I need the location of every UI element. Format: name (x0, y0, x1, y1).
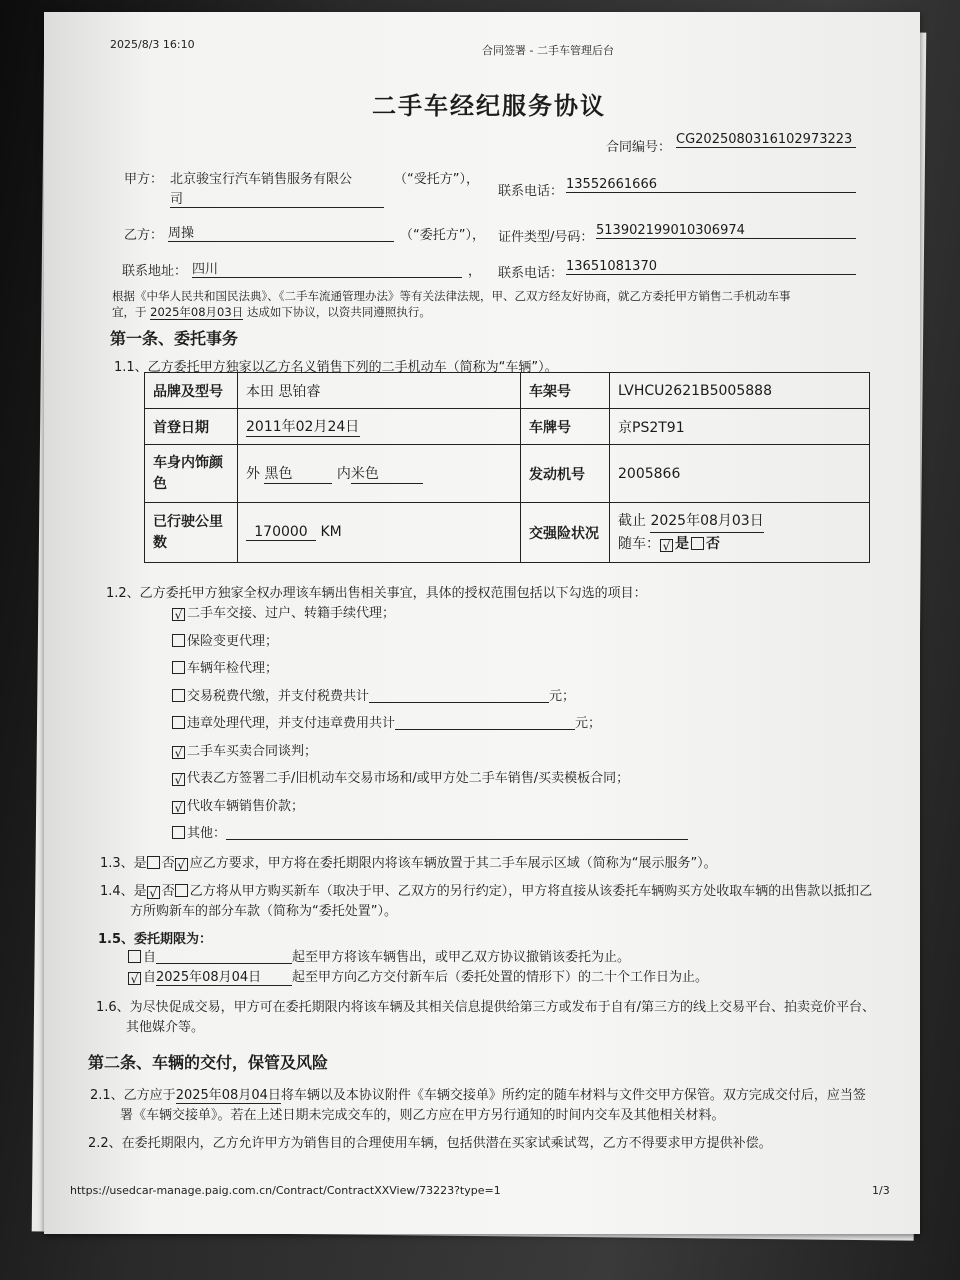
clause-1-3-text: 应乙方要求，甲方将在委托期限内将该车辆放置于其二手车展示区域（简称为“展示服务”）。 (189, 856, 717, 871)
mileage-label: 已行驶公里数 (145, 503, 238, 563)
clause-2-1-line1 (90, 1084, 866, 1103)
preamble-prefix: 宜，于 (112, 305, 147, 319)
checkbox-checked-icon: √ (660, 539, 673, 552)
item-label: 违章处理代理，并支付违章费用共计 (187, 716, 396, 731)
clause-2-2: 2.2、在委托期限内，乙方允许甲方为销售目的合理使用车辆，包括供潜在买家试乘试驾，乙方不得要求甲方提供补偿。 (88, 1136, 772, 1151)
address-comma: ， (468, 264, 482, 279)
list-item (172, 793, 688, 821)
tax-amount-blank (369, 688, 549, 703)
print-window-title: 合同签署 - 二手车管理后台 (482, 44, 614, 57)
vehicle-table (144, 372, 870, 563)
preamble-line2 (112, 304, 431, 320)
no-label: 否 (161, 884, 175, 899)
page-title: 二手车经纪服务协议 (372, 92, 606, 120)
list-item (172, 738, 688, 766)
term-option-1 (128, 946, 630, 965)
list-item (172, 655, 688, 683)
clause-1-3 (100, 852, 717, 871)
list-item (172, 683, 688, 711)
contract-no-label: 合同编号： (606, 140, 672, 155)
interior-prefix: 内 (336, 466, 351, 482)
party-a-phone: 13552661666 (566, 177, 856, 193)
no-label: 否 (161, 856, 175, 871)
violation-amount-blank (395, 715, 575, 730)
item-label: 车辆年检代理； (187, 661, 279, 676)
vin-value: LVHCU2621B5005888 (610, 373, 870, 409)
reg-date-cell (238, 409, 521, 445)
checkbox-icon: √ (172, 608, 185, 621)
yes-label: 是 (675, 536, 689, 552)
checkbox-icon (172, 634, 185, 647)
party-a-name-line1: 北京骏宝行汽车销售服务有限公 (170, 172, 353, 187)
clause-1-6-line2: 其他媒介等。 (126, 1020, 205, 1035)
list-item (172, 710, 688, 738)
item-label: 二手车交接、过户、转籍手续代理； (187, 606, 396, 621)
brand-value: 本田 思铂睿 (238, 373, 521, 409)
party-a-phone-label: 联系电话： (498, 184, 564, 199)
option-1-text: 起至甲方将该车辆售出，或甲乙双方协议撤销该委托为止。 (292, 950, 631, 965)
party-b-address-label: 联系地址： (122, 264, 188, 279)
checkbox-icon (172, 661, 185, 674)
party-b-label: 乙方： (124, 228, 164, 243)
clause-1-1: 1.1、乙方委托甲方独家以乙方名义销售下列的二手机动车（简称为“车辆”）。 (114, 360, 558, 375)
handover-date: 2025年08月04日 (175, 1088, 281, 1103)
agreement-date: 2025年08月03日 (150, 305, 244, 319)
insurance-expiry (618, 510, 861, 533)
list-item (172, 628, 688, 656)
mileage-cell (238, 503, 521, 563)
option-2-text: 起至甲方向乙方交付新车后（委托处置的情形下）的二十个工作日为止。 (292, 970, 709, 985)
option-1-prefix: 自 (143, 950, 157, 965)
exterior-color: 黑色 (264, 463, 332, 484)
checkbox-icon (128, 950, 141, 963)
clause-1-5-title: 1.5、委托期限为： (98, 932, 213, 947)
item-label: 保险变更代理； (187, 633, 279, 649)
footer-url: https://usedcar-manage.paig.com.cn/Contract/ContractXXView/73223?type=1 (70, 1184, 501, 1197)
table-row (145, 373, 870, 409)
party-a-name-line2: 司 (170, 188, 384, 208)
checkbox-icon (172, 689, 185, 702)
party-b-role: （“委托方”）， (400, 228, 485, 243)
party-b-address: 四川 (192, 258, 462, 278)
checkbox-icon (172, 716, 185, 729)
party-b-phone-label: 联系电话： (498, 266, 564, 281)
item-label: 交易税费代缴，并支付税费共计 (187, 688, 370, 704)
insurance-date: 2025年08月03日 (650, 510, 763, 533)
with-car-label: 随车： (618, 536, 660, 552)
clause-2-1-text: 将车辆以及本协议附件《车辆交接单》所约定的随车材料与文件交甲方保管。双方完成交付后，应当签 (280, 1088, 866, 1103)
checkbox-icon (172, 826, 185, 839)
clause-1-4-line2: 方所购新车的部分车款（简称为“委托处置”）。 (130, 904, 397, 919)
vin-label: 车架号 (521, 373, 610, 409)
authorization-list (172, 600, 688, 848)
plate-label: 车牌号 (521, 409, 610, 445)
preamble-suffix: 达成如下协议，以资共同遵照执行。 (246, 305, 431, 319)
clause-1-2-intro: 1.2、乙方委托甲方独家全权办理该车辆出售相关事宜，具体的授权范围包括以下勾选的项目： (106, 586, 647, 601)
insurance-label: 交强险状况 (521, 503, 610, 563)
exterior-prefix: 外 (246, 466, 260, 482)
engine-value: 2005866 (610, 445, 870, 503)
checkbox-checked-icon: √ (175, 858, 188, 871)
preamble-line1: 根据《中华人民共和国民法典》、《二手车流通管理办法》等有关法律法规，甲、乙双方经友好协商，就乙方委托甲方销售二手机动车事 (112, 289, 791, 303)
mileage-unit: KM (320, 524, 342, 540)
term-option-2 (128, 966, 708, 986)
color-label: 车身内饰颜色 (145, 445, 238, 503)
reg-date-label: 首登日期 (145, 409, 238, 445)
table-row (145, 409, 870, 445)
checkbox-checked-icon: √ (128, 972, 141, 985)
checkbox-icon: √ (172, 773, 185, 786)
checkbox-checked-icon: √ (147, 886, 160, 899)
clause-1-4-prefix: 1.4、是 (100, 884, 147, 899)
checkbox-icon: √ (172, 746, 185, 759)
party-b-id-number: 513902199010306974 (596, 223, 856, 239)
clause-1-4-text: 乙方将从甲方购买新车（取决于甲、乙双方的另行约定），甲方将直接从该委托车辆购买方处收取车辆的出售款以抵扣乙 (189, 884, 873, 899)
other-blank (226, 825, 688, 840)
page-number: 1/3 (872, 1184, 890, 1197)
contract-page (44, 12, 920, 1234)
reg-date-value: 2011年02月24日 (246, 416, 360, 437)
insurance-prefix: 截止 (618, 513, 646, 529)
plate-value: 京PS2T91 (610, 409, 870, 445)
brand-label: 品牌及型号 (145, 373, 238, 409)
interior-color: 米色 (351, 463, 423, 484)
color-cell (238, 445, 521, 503)
article-2-title: 第二条、车辆的交付，保管及风险 (88, 1053, 329, 1072)
list-item (172, 820, 688, 848)
no-label: 否 (706, 536, 720, 552)
clause-1-4-line1 (100, 880, 872, 899)
item-suffix: 元； (575, 716, 602, 731)
checkbox-icon (175, 884, 188, 897)
item-label: 二手车买卖合同谈判； (187, 743, 318, 759)
party-a-role: （“受托方”）， (394, 172, 479, 187)
mileage-value: 170000 (246, 524, 316, 541)
item-suffix: 元； (549, 688, 576, 704)
insurance-with-car (618, 533, 861, 555)
list-item (172, 765, 688, 793)
engine-label: 发动机号 (521, 445, 610, 503)
checkbox-icon: √ (172, 801, 185, 814)
item-label: 代表乙方签署二手/旧机动车交易市场和/或甲方处二手车销售/买卖模板合同； (187, 771, 630, 786)
option-1-date-blank (156, 949, 292, 964)
item-label: 其他： (187, 826, 227, 841)
insurance-cell (610, 503, 870, 563)
contract-no-value: CG2025080316102973223 (676, 132, 856, 148)
party-b-name: 周操 (168, 222, 394, 242)
option-2-prefix: 自 (143, 970, 157, 985)
clause-2-1-line2: 署《车辆交接单》。若在上述日期未完成交车的，则乙方应在甲方另行通知的时间内交车及其他相关材料。 (120, 1108, 725, 1123)
term-start-date: 2025年08月04日 (156, 966, 292, 986)
party-a-label: 甲方： (124, 172, 164, 187)
party-b-id-label: 证件类型/号码： (498, 230, 594, 245)
list-item (172, 600, 688, 628)
clause-1-6-line1: 1.6、为尽快促成交易，甲方可在委托期限内将该车辆及其相关信息提供给第三方或发布于自有/第三方的线上交易平台、拍卖竞价平台、 (96, 1000, 876, 1015)
checkbox-icon (691, 537, 704, 550)
table-row (145, 503, 870, 563)
item-label: 代收车辆销售价款； (187, 798, 305, 814)
article-1-title: 第一条、委托事务 (110, 329, 239, 348)
table-row (145, 445, 870, 503)
party-b-phone: 13651081370 (566, 259, 856, 275)
print-datetime: 2025/8/3 16:10 (110, 38, 195, 51)
checkbox-icon (147, 856, 160, 869)
clause-2-1-prefix: 2.1、乙方应于 (90, 1088, 176, 1103)
clause-1-3-prefix: 1.3、是 (100, 856, 147, 871)
